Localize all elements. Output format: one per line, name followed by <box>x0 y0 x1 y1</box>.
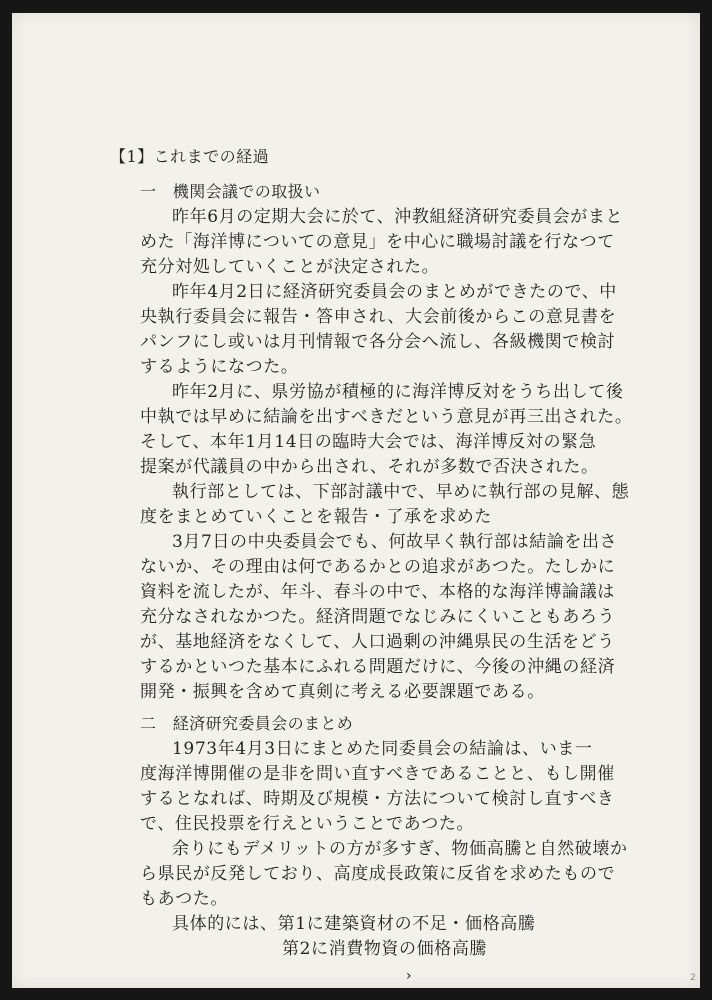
text-line: するかといつた基本にふれる問題だけに、今後の沖縄の経済 <box>140 657 616 677</box>
text-line: 3月7日の中央委員会でも、何故早く執行部は結論を出さ <box>172 532 618 552</box>
text-line: 昨年4月2日に経済研究委員会のまとめができたので、中 <box>172 282 617 302</box>
text-line: で、住民投票を行えということであつた。 <box>140 814 475 834</box>
text-line: が、基地経済をなくして、人口過剰の沖縄県民の生活をどう <box>140 632 615 652</box>
text-line: めた「海洋博についての意見」を中心に職場討議を行なつて <box>140 232 615 252</box>
document-page <box>12 13 700 988</box>
text-line: 提案が代議員の中から出され、それが多数で否決された。 <box>140 457 599 477</box>
text-line: パンフにし或いは月刊情報で各分会へ流し、各級機関で検討 <box>140 332 616 352</box>
text-line: 資料を流したが、年斗、春斗の中で、本格的な海洋博論議は <box>140 582 615 602</box>
text-line: ないか、その理由は何であるかとの追求があつた。たしかに <box>140 557 616 577</box>
section-1-title: 一 機関会議での取扱い <box>140 182 321 201</box>
text-line: 開発・振興を含めて真剣に考える必要課題である。 <box>140 682 545 702</box>
text-line: 昨年6月の定期大会に於て、沖教組経済研究委員会がまと <box>172 207 624 227</box>
text-line: 具体的には、第1に建築資材の不足・価格高騰 <box>172 914 536 934</box>
text-line: 度海洋博開催の是非を問い直すべきであることと、もし開催 <box>140 764 615 784</box>
text-line: するようになつた。 <box>140 357 299 377</box>
text-line: 中執では早めに結論を出すべきだという意見が再三出された。 <box>140 407 633 427</box>
text-line: 度をまとめていくことを報告・了承を求めた <box>140 507 492 527</box>
text-line: 第2に消費物資の価格高騰 <box>282 939 488 959</box>
section-2-title: 二 経済研究委員会のまとめ <box>140 714 354 733</box>
text-line: 昨年2月に、県労協が積極的に海洋博反対をうち出して後 <box>172 382 624 402</box>
text-line: 充分なされなかつた。経済問題でなじみにくいこともあろう <box>140 607 616 627</box>
text-line: ら県民が反発しており、高度成長政策に反省を求めたもので <box>140 864 616 884</box>
page-number: 2 <box>690 973 696 983</box>
document-heading: 【1】これまでの経過 <box>110 147 270 166</box>
text-line: するとなれば、時期及び規模・方法について検討し直すべき <box>140 789 615 809</box>
text-line: もあつた。 <box>140 889 228 909</box>
text-line: 充分対処していくことが決定された。 <box>140 257 440 277</box>
text-line: 央執行委員会に報告・答申され、大会前後からこの意見書を <box>140 307 617 327</box>
text-line: 1973年4月3日にまとめた同委員会の結論は、いま一 <box>172 739 593 759</box>
text-line: 余りにもデメリットの方が多すぎ、物価高騰と自然破壊か <box>172 839 628 859</box>
bottom-mark: › <box>406 968 412 984</box>
text-line: 執行部としては、下部討議中で、早めに執行部の見解、態 <box>172 482 630 502</box>
text-line: そして、本年1月14日の臨時大会では、海洋博反対の緊急 <box>140 432 597 452</box>
